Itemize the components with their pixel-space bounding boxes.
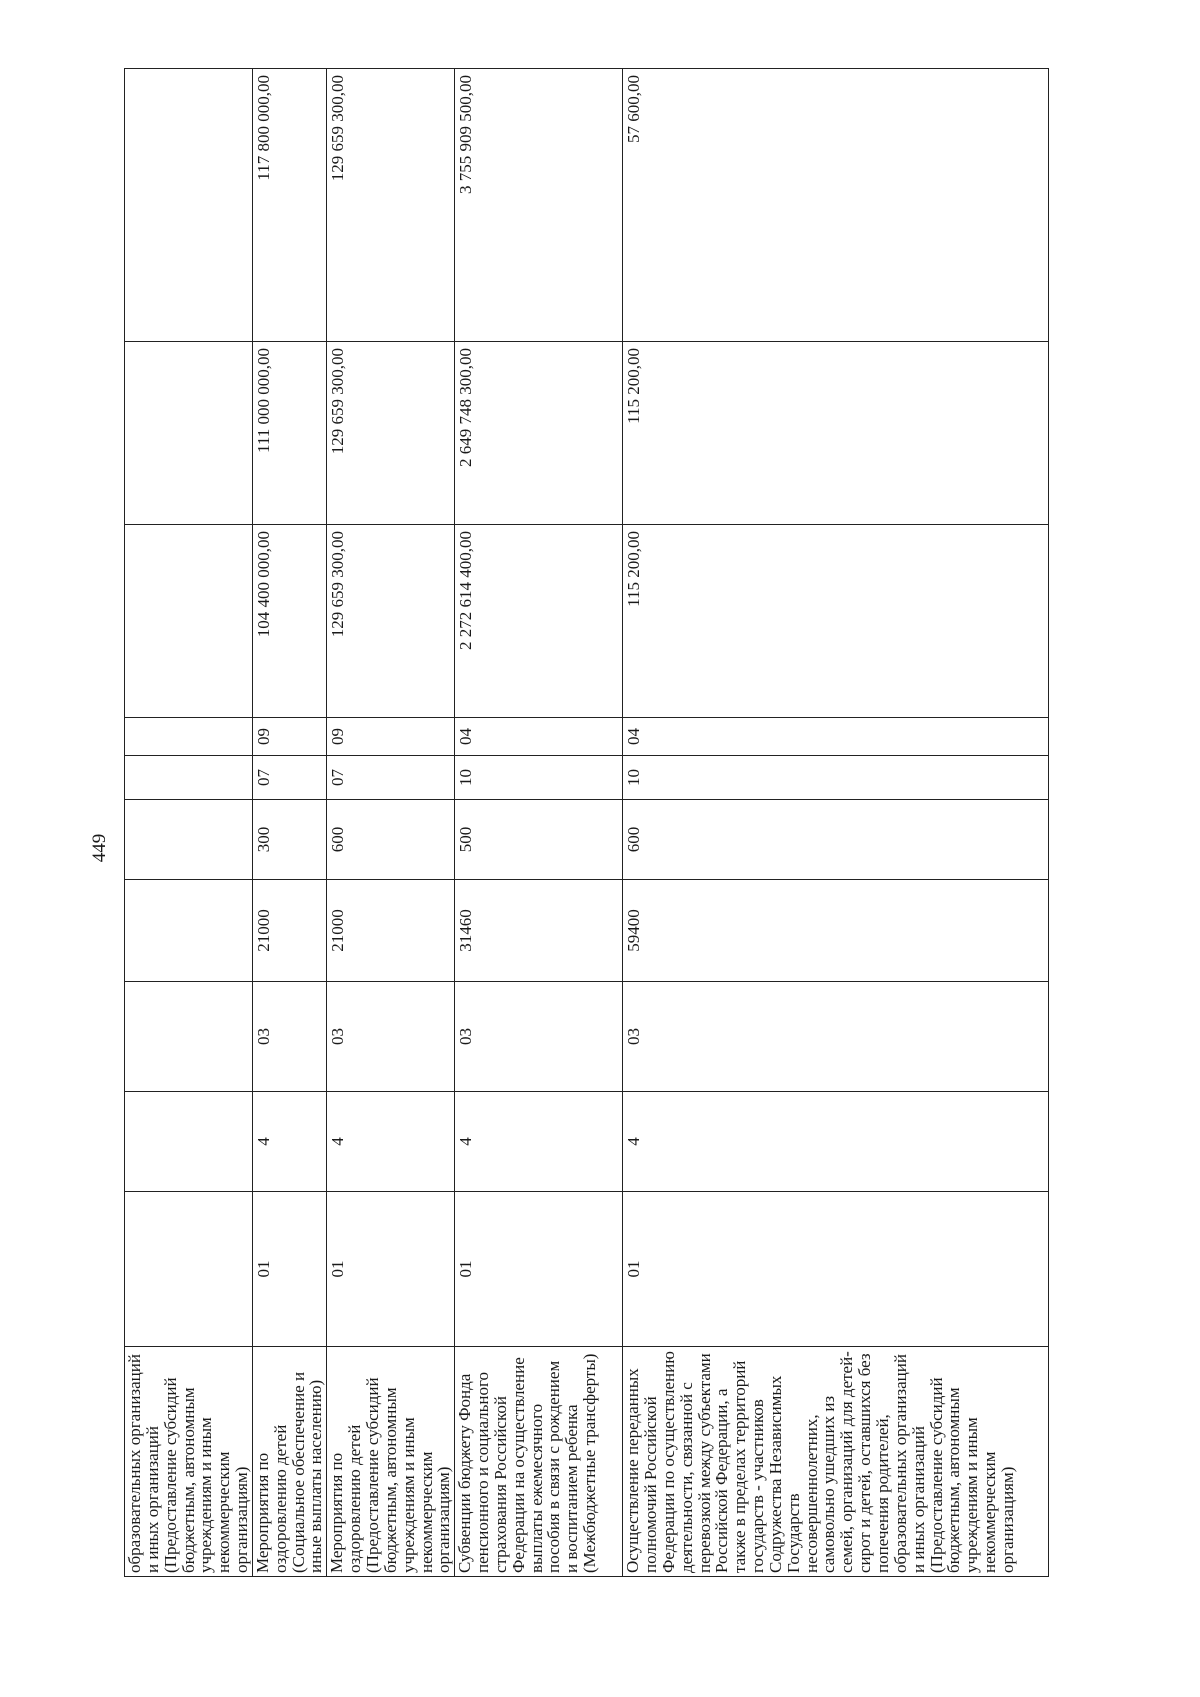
code-section: 10 [623, 756, 1049, 800]
code-subprogram: 03 [455, 982, 623, 1092]
row-name: Мероприятия по оздоровлению детей (Предоставление субсидий бюджетным, автономным учреждениям и иным некоммерческим организациям) [327, 1347, 455, 1577]
code-direction: 21000 [327, 880, 455, 982]
code-type: 4 [455, 1092, 623, 1192]
code-subsection: 09 [327, 718, 455, 756]
code-expense-type: 300 [252, 800, 326, 880]
code-subprogram: 03 [623, 982, 1049, 1092]
table-row [327, 69, 455, 1577]
table-body [125, 69, 1049, 1577]
amount-year-1: 129 659 300,00 [327, 525, 455, 718]
code-type: 4 [327, 1092, 455, 1192]
row-name: Субвенции бюджету Фонда пенсионного и социального страхования Российской Федерации на осуществление выплаты ежемесячного пособия в связи с рождением и воспитанием ребенка (Межбюджетные трансферты) [455, 1347, 623, 1577]
code-program: 01 [623, 1192, 1049, 1347]
budget-table-rotated [124, 69, 1082, 1577]
amount-year-1 [125, 525, 253, 718]
code-direction: 21000 [252, 880, 326, 982]
amount-year-3: 129 659 300,00 [327, 69, 455, 342]
amount-year-2: 2 649 748 300,00 [455, 342, 623, 525]
table-row [252, 69, 326, 1577]
code-section: 07 [252, 756, 326, 800]
table-row [623, 69, 1049, 1577]
row-name: Мероприятия по оздоровлению детей (Социальное обеспечение и иные выплаты населению) [252, 1347, 326, 1577]
code-subprogram: 03 [327, 982, 455, 1092]
table-row [125, 69, 253, 1577]
amount-year-1: 115 200,00 [623, 525, 1049, 718]
code-expense-type: 500 [455, 800, 623, 880]
amount-year-3: 57 600,00 [623, 69, 1049, 342]
amount-year-2: 115 200,00 [623, 342, 1049, 525]
row-name: образовательных организаций и иных организаций (Предоставление субсидий бюджетным, автономным учреждениям и иным некоммерческим организациям) [125, 1347, 253, 1577]
code-type: 4 [623, 1092, 1049, 1192]
page-number: 449 [89, 833, 110, 863]
code-subsection: 09 [252, 718, 326, 756]
amount-year-2 [125, 342, 253, 525]
amount-year-1: 2 272 614 400,00 [455, 525, 623, 718]
budget-table [124, 68, 1049, 1577]
row-name: Осуществление переданных полномочий Российской Федерации по осуществлению деятельности, связанной с перевозкой между субъектами Российской Федерации, а также в пределах территорий государств - участников Содружества Независимых Государств несовершеннолетних, самовольно ушедших из семей, организаций для детей-сирот и детей, оставшихся без попечения родителей, образовательных организаций и иных организаций (Предоставление субсидий бюджетным, автономным учреждениям и иным некоммерческим организациям) [623, 1347, 1049, 1577]
amount-year-1: 104 400 000,00 [252, 525, 326, 718]
amount-year-2: 129 659 300,00 [327, 342, 455, 525]
code-subsection: 04 [623, 718, 1049, 756]
amount-year-3: 117 800 000,00 [252, 69, 326, 342]
code-program [125, 1192, 253, 1347]
code-program: 01 [252, 1192, 326, 1347]
amount-year-3 [125, 69, 253, 342]
code-expense-type: 600 [327, 800, 455, 880]
code-direction: 31460 [455, 880, 623, 982]
code-subsection [125, 718, 253, 756]
code-subprogram [125, 982, 253, 1092]
code-program: 01 [455, 1192, 623, 1347]
code-expense-type [125, 800, 253, 880]
code-type [125, 1092, 253, 1192]
code-expense-type: 600 [623, 800, 1049, 880]
code-type: 4 [252, 1092, 326, 1192]
code-program: 01 [327, 1192, 455, 1347]
code-subprogram: 03 [252, 982, 326, 1092]
code-section: 10 [455, 756, 623, 800]
table-row [455, 69, 623, 1577]
code-section [125, 756, 253, 800]
amount-year-3: 3 755 909 500,00 [455, 69, 623, 342]
code-direction: 59400 [623, 880, 1049, 982]
code-direction [125, 880, 253, 982]
code-section: 07 [327, 756, 455, 800]
code-subsection: 04 [455, 718, 623, 756]
amount-year-2: 111 000 000,00 [252, 342, 326, 525]
